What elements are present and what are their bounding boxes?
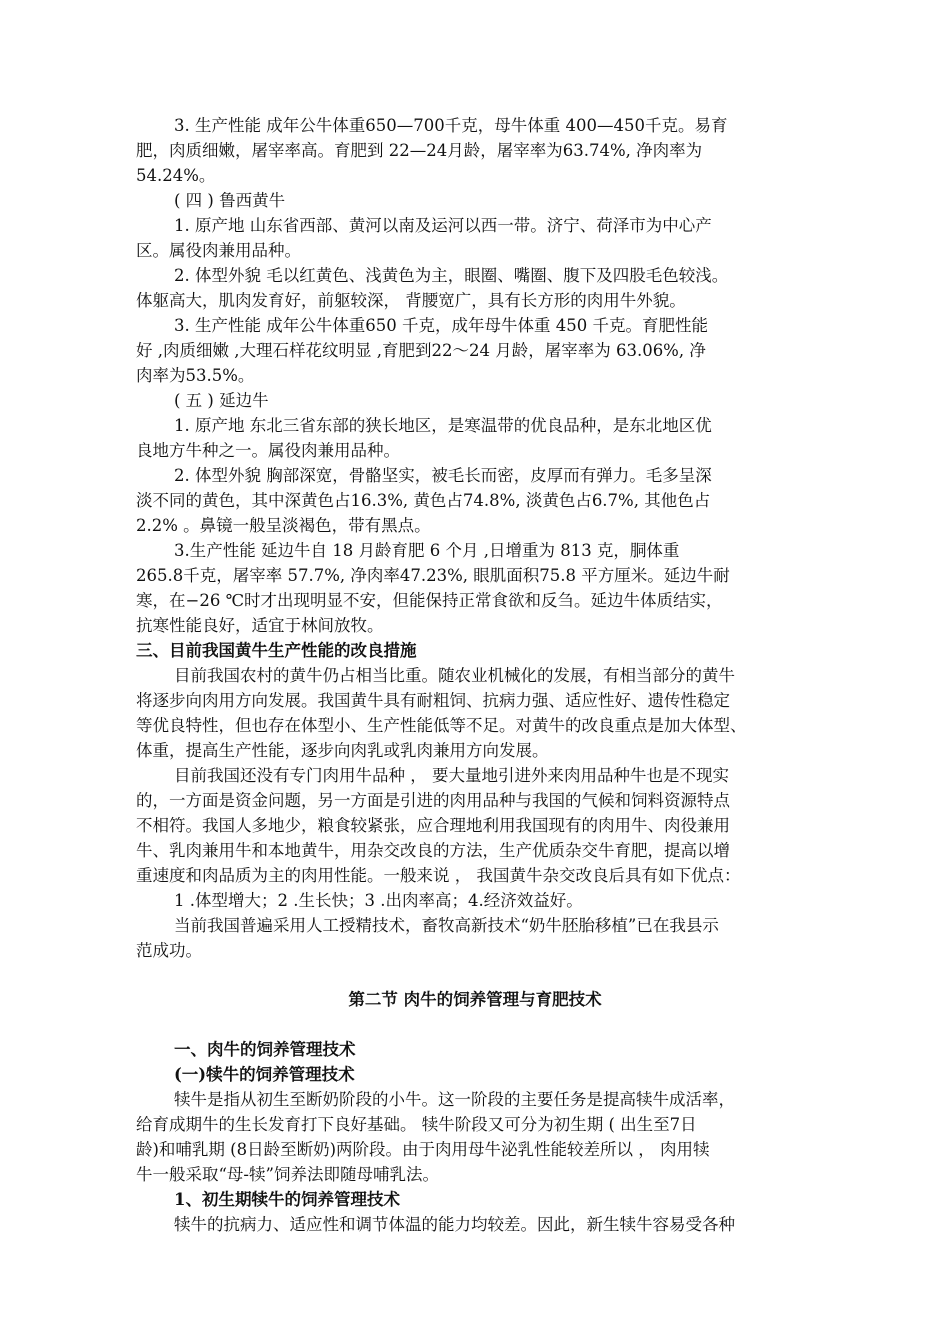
text-line: 寒，在−26 ℃时才出现明显不安，但能保持正常食欲和反刍。延边牛体质结实， xyxy=(136,591,723,610)
text-line: 牛、乳肉兼用牛和本地黄牛，用杂交改良的方法，生产优质杂交牛育肥，提高以增 xyxy=(136,841,730,860)
text-line: 肉率为53.5%。 xyxy=(136,366,255,385)
text-line: 给育成期牛的生长发育打下良好基础。 犊牛阶段又可分为初生期 ( 出生至7日 xyxy=(136,1115,697,1134)
text-line: 1. 原产地 东北三省东部的狭长地区，是寒温带的优良品种，是东北地区优 xyxy=(174,416,712,435)
text-line: 淡不同的黄色，其中深黄色占16.3%, 黄色占74.8%, 淡黄色占6.7%, 其他色占 xyxy=(136,491,711,510)
text-line: 的，一方面是资金问题，另一方面是引进的肉用品种与我国的气候和饲料资源特点 xyxy=(136,791,730,810)
text-line: 1. 原产地 山东省西部、黄河以南及运河以西一带。济宁、荷泽市为中心产 xyxy=(174,216,712,235)
text-line: 54.24%。 xyxy=(136,166,216,185)
text-line: 3. 生产性能 成年公牛体重650—700千克，母牛体重 400—450千克。易育 xyxy=(174,116,728,135)
subsection-heading: ( 五 ) 延边牛 xyxy=(174,391,269,410)
text-line: 良地方牛种之一。属役肉兼用品种。 xyxy=(136,441,400,460)
text-line: 将逐步向肉用方向发展。我国黄牛具有耐粗饲、抗病力强、适应性好、遗传性稳定 xyxy=(136,691,730,710)
text-line: 犊牛的抗病力、适应性和调节体温的能力均较差。因此，新生犊牛容易受各种 xyxy=(174,1215,735,1234)
text-line: 区。属役肉兼用品种。 xyxy=(136,241,301,260)
section-heading: 一、肉牛的饲养管理技术 xyxy=(174,1040,356,1059)
text-line: 肥，肉质细嫩，屠宰率高。育肥到 22—24月龄，屠宰率为63.74%, 净肉率为 xyxy=(136,141,703,160)
text-line: 龄)和哺乳期 (8日龄至断奶)两阶段。由于肉用母牛泌乳性能较差所以 ， 肉用犊 xyxy=(136,1140,710,1159)
text-line: 等优良特性，但也存在体型小、生产性能低等不足。对黄牛的改良重点是加大体型、 xyxy=(136,716,747,735)
subsection-heading: ( 四 ) 鲁西黄牛 xyxy=(174,191,286,210)
text-line: 目前我国还没有专门肉用牛品种 ， 要大量地引进外来肉用品种牛也是不现实 xyxy=(174,766,729,785)
text-line: 重速度和肉品质为主的肉用性能。一般来说 ， 我国黄牛杂交改良后具有如下优点： xyxy=(136,866,741,885)
text-line: 体重，提高生产性能，逐步向肉乳或乳肉兼用方向发展。 xyxy=(136,741,549,760)
text-line: 牛一般采取“母-犊”饲养法即随母哺乳法。 xyxy=(136,1165,439,1184)
text-line: 不相符。我国人多地少，粮食较紧张，应合理地利用我国现有的肉用牛、肉役兼用 xyxy=(136,816,730,835)
text-line: 犊牛是指从初生至断奶阶段的小牛。这一阶段的主要任务是提高犊牛成活率， xyxy=(174,1090,735,1109)
text-line: 2.2% 。鼻镜一般呈淡褐色，带有黑点。 xyxy=(136,516,431,535)
text-line: 好 ,肉质细嫩 ,大理石样花纹明显 ,育肥到22～24 月龄，屠宰率为 63.06%, 净 xyxy=(136,341,706,360)
text-line: 1 .体型增大；2 .生长快；3 .出肉率高；4.经济效益好。 xyxy=(174,891,583,910)
text-line: 目前我国农村的黄牛仍占相当比重。随农业机械化的发展，有相当部分的黄牛 xyxy=(174,666,735,685)
text-line: 3. 生产性能 成年公牛体重650 千克，成年母牛体重 450 千克。育肥性能 xyxy=(174,316,708,335)
subsection-heading: (一)犊牛的饲养管理技术 xyxy=(174,1065,355,1084)
text-line: 2. 体型外貌 胸部深宽，骨骼坚实，被毛长而密，皮厚而有弹力。毛多呈深 xyxy=(174,466,712,485)
section-heading: 三、目前我国黄牛生产性能的改良措施 xyxy=(136,641,417,660)
text-line: 2. 体型外貌 毛以红黄色、浅黄色为主，眼圈、嘴圈、腹下及四股毛色较浅。 xyxy=(174,266,729,285)
text-line: 当前我国普遍采用人工授精技术，畜牧高新技术“奶牛胚胎移植”已在我县示 xyxy=(174,916,719,935)
chapter-heading: 第二节 肉牛的饲养管理与育肥技术 xyxy=(348,990,602,1009)
text-line: 范成功。 xyxy=(136,941,202,960)
text-line: 265.8千克，屠宰率 57.7%, 净肉率47.23%, 眼肌面积75.8 平方厘米。延边牛耐 xyxy=(136,566,730,585)
subsection-heading: 1、初生期犊牛的饲养管理技术 xyxy=(174,1190,400,1209)
text-line: 3.生产性能 延边牛自 18 月龄育肥 6 个月 ,日增重为 813 克，胴体重 xyxy=(174,541,680,560)
text-line: 抗寒性能良好，适宜于林间放牧。 xyxy=(136,616,384,635)
text-line: 体躯高大，肌肉发育好，前躯较深， 背腰宽广，具有长方形的肉用牛外貌。 xyxy=(136,291,686,310)
